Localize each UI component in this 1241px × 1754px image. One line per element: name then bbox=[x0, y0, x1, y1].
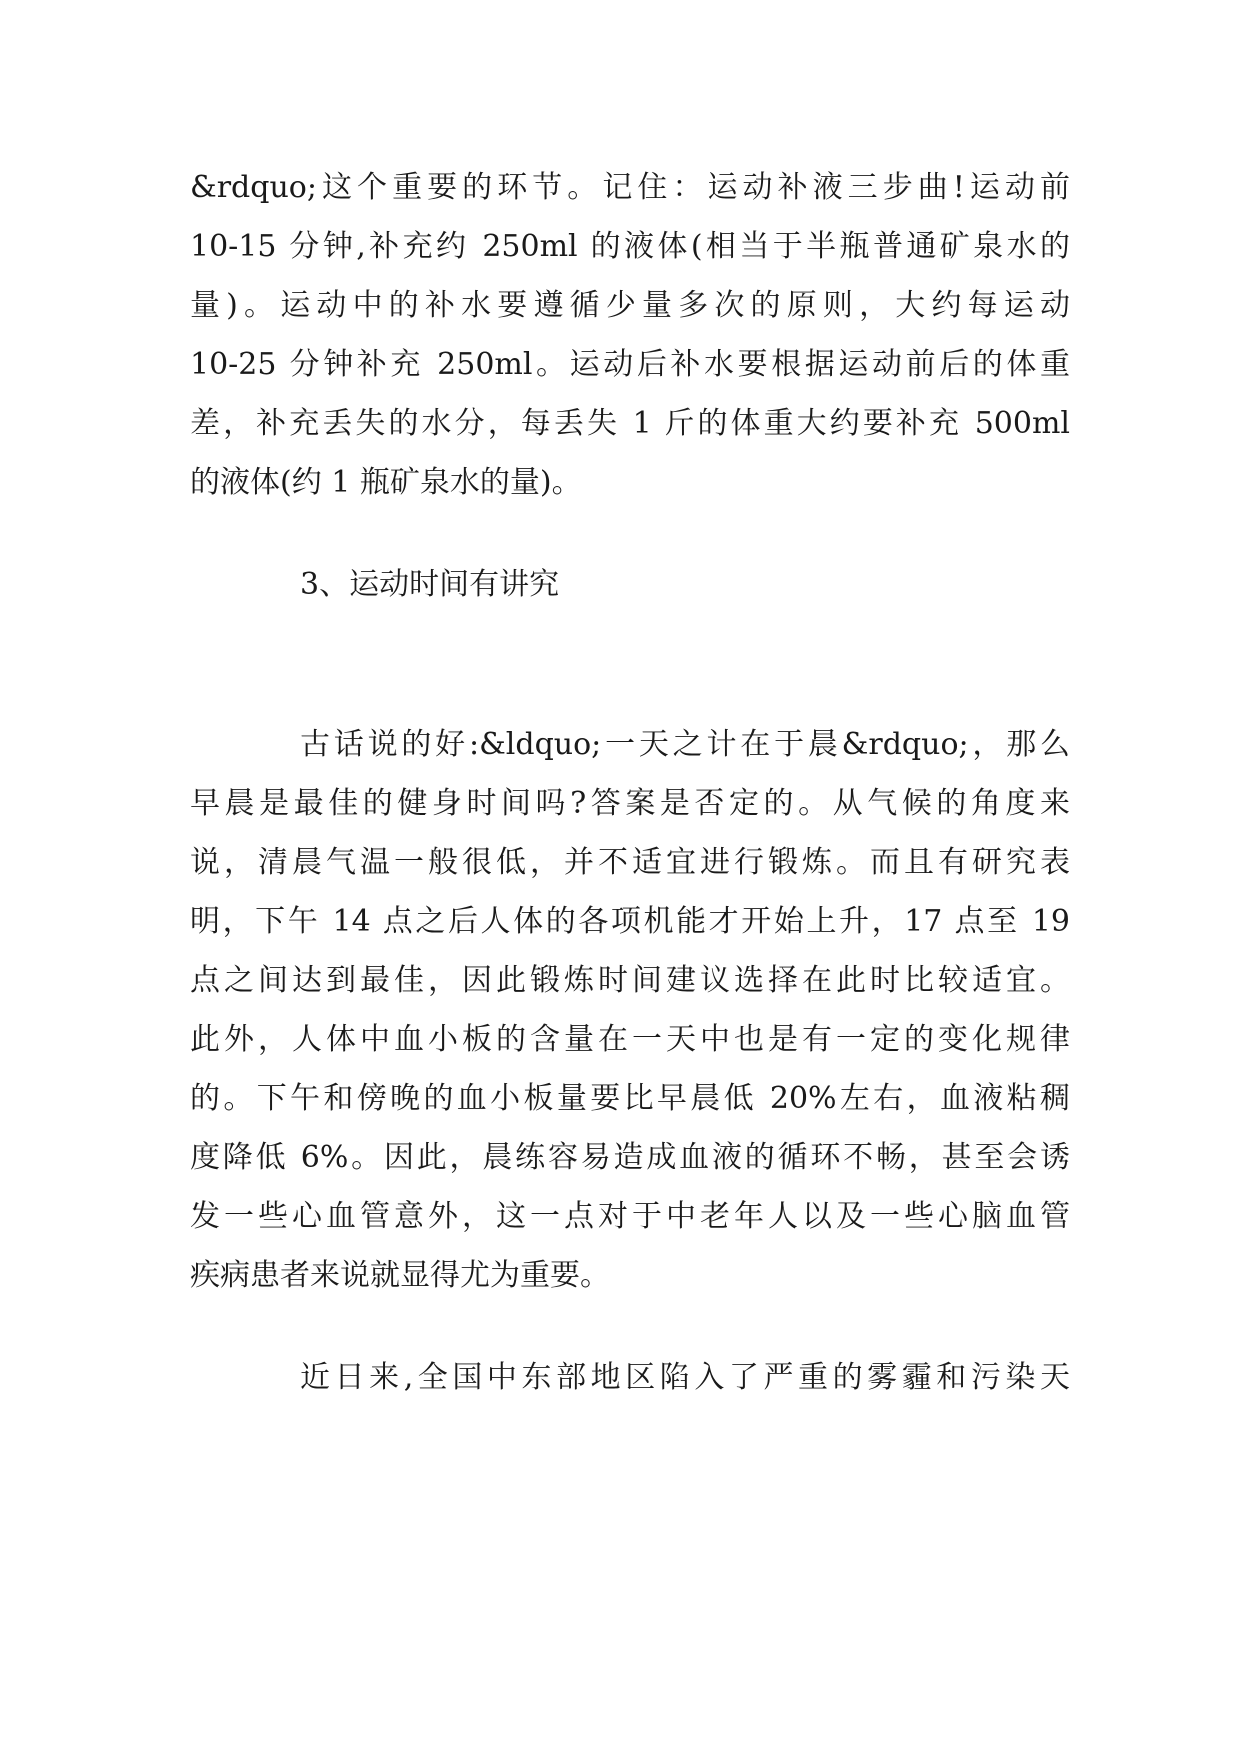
text-line: 疾病患者来说就显得尤为重要。 bbox=[190, 1258, 610, 1293]
text-line: 早晨是最佳的健身时间吗?答案是否定的。从气候的角度来 bbox=[190, 786, 1070, 821]
text-line: 差，补充丢失的水分，每丢失 1 斤的体重大约要补充 500ml bbox=[190, 406, 1070, 441]
text-line: 度降低 6%。因此，晨练容易造成血液的循环不畅，甚至会诱 bbox=[190, 1140, 1070, 1175]
text-line: 量)。运动中的补水要遵循少量多次的原则，大约每运动 bbox=[190, 288, 1070, 323]
text-line: 近日来,全国中东部地区陷入了严重的雾霾和污染天 bbox=[300, 1360, 1070, 1395]
text-line: 古话说的好:&ldquo;一天之计在于晨&rdquo;，那么 bbox=[300, 727, 1070, 762]
text-line: 10-25 分钟补充 250ml。运动后补水要根据运动前后的体重 bbox=[190, 347, 1070, 382]
text-line: 10-15 分钟,补充约 250ml 的液体(相当于半瓶普通矿泉水的 bbox=[190, 229, 1070, 264]
section-heading bbox=[190, 555, 1070, 614]
paragraph-fluid-replenishment bbox=[190, 158, 1070, 512]
text-line: 此外，人体中血小板的含量在一天中也是有一定的变化规律 bbox=[190, 1022, 1070, 1057]
text-line: 点之间达到最佳，因此锻炼时间建议选择在此时比较适宜。 bbox=[190, 963, 1070, 998]
text-line: &rdquo;这个重要的环节。记住：运动补液三步曲!运动前 bbox=[190, 170, 1070, 205]
text-line: 的。下午和傍晚的血小板量要比早晨低 20%左右，血液粘稠 bbox=[190, 1081, 1070, 1116]
text-line: 的液体(约 1 瓶矿泉水的量)。 bbox=[190, 465, 582, 500]
paragraph-exercise-time bbox=[190, 715, 1070, 1305]
heading-text: 3、运动时间有讲究 bbox=[300, 567, 560, 602]
text-line: 说，清晨气温一般很低，并不适宜进行锻炼。而且有研究表 bbox=[190, 845, 1070, 880]
text-line: 发一些心血管意外，这一点对于中老年人以及一些心脑血管 bbox=[190, 1199, 1070, 1234]
paragraph-haze-intro bbox=[190, 1348, 1070, 1407]
text-line: 明，下午 14 点之后人体的各项机能才开始上升，17 点至 19 bbox=[190, 904, 1070, 939]
